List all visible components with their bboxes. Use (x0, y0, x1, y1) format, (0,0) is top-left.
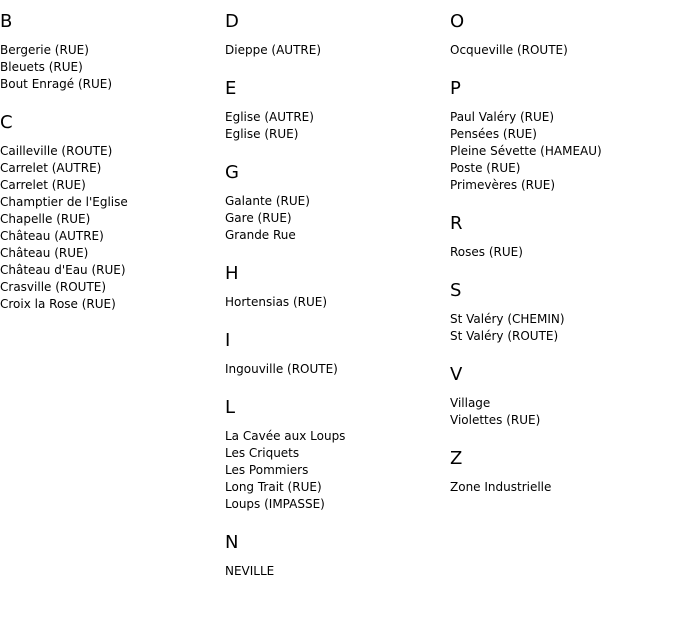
street-link[interactable]: Ocqueville (ROUTE) (450, 43, 568, 57)
section-letter-heading: Z (450, 448, 463, 469)
section-letter-heading: B (0, 11, 13, 32)
street-link[interactable]: Château d'Eau (RUE) (0, 263, 126, 277)
letter-section-v (450, 364, 675, 429)
section-letter-heading: O (450, 11, 465, 32)
street-link[interactable]: Long Trait (RUE) (225, 480, 322, 494)
street-link[interactable]: Roses (RUE) (450, 245, 523, 259)
section-letter-heading: L (225, 397, 236, 418)
street-link[interactable]: Eglise (AUTRE) (225, 110, 314, 124)
street-link[interactable]: Poste (RUE) (450, 161, 521, 175)
section-letter-heading: G (225, 162, 239, 183)
letter-section-p (450, 78, 675, 194)
street-link[interactable]: Bout Enragé (RUE) (0, 77, 113, 91)
section-letter-heading: C (0, 112, 13, 133)
street-link[interactable]: NEVILLE (225, 564, 275, 578)
letter-section-c (0, 112, 225, 313)
street-link[interactable]: Primevères (RUE) (450, 178, 556, 192)
section-letter-heading: S (450, 280, 462, 301)
street-link[interactable]: St Valéry (CHEMIN) (450, 312, 565, 326)
street-link[interactable]: Carrelet (AUTRE) (0, 161, 102, 175)
street-link[interactable]: Les Pommiers (225, 463, 309, 477)
street-link[interactable]: Cailleville (ROUTE) (0, 144, 113, 158)
street-link[interactable]: Violettes (RUE) (450, 413, 541, 427)
street-link[interactable]: Zone Industrielle (450, 480, 552, 494)
letter-section-i (225, 330, 450, 378)
street-link[interactable]: Chapelle (RUE) (0, 212, 91, 226)
street-link[interactable]: Bleuets (RUE) (0, 60, 83, 74)
section-letter-heading: E (225, 78, 237, 99)
letter-section-e (225, 78, 450, 143)
street-link[interactable]: Dieppe (AUTRE) (225, 43, 321, 57)
letter-section-h (225, 263, 450, 311)
street-link[interactable]: Carrelet (RUE) (0, 178, 86, 192)
section-letter-heading: H (225, 263, 239, 284)
street-link[interactable]: Ingouville (ROUTE) (225, 362, 338, 376)
letter-section-o (450, 11, 675, 59)
street-link[interactable]: Eglise (RUE) (225, 127, 299, 141)
letter-section-n (225, 532, 450, 580)
street-link[interactable]: Champtier de l'Eglise (0, 195, 128, 209)
section-letter-heading: V (450, 364, 463, 385)
street-link[interactable]: Hortensias (RUE) (225, 295, 328, 309)
street-link[interactable]: Galante (RUE) (225, 194, 310, 208)
street-link[interactable]: Village (450, 396, 491, 410)
street-link[interactable]: Paul Valéry (RUE) (450, 110, 555, 124)
letter-section-d (225, 11, 450, 59)
letter-section-g (225, 162, 450, 244)
street-link[interactable]: Château (RUE) (0, 246, 89, 260)
street-link[interactable]: Pensées (RUE) (450, 127, 537, 141)
letter-section-r (450, 213, 675, 261)
street-index-column-3 (450, 0, 675, 496)
street-link[interactable]: Loups (IMPASSE) (225, 497, 325, 511)
street-link[interactable]: St Valéry (ROUTE) (450, 329, 559, 343)
street-link[interactable]: Pleine Sévette (HAMEAU) (450, 144, 602, 158)
street-link[interactable]: Grande Rue (225, 228, 296, 242)
letter-section-z (450, 448, 675, 496)
street-link[interactable]: Crasville (ROUTE) (0, 280, 107, 294)
street-link[interactable]: Bergerie (RUE) (0, 43, 89, 57)
street-link[interactable]: La Cavée aux Loups (225, 429, 346, 443)
street-link[interactable]: Croix la Rose (RUE) (0, 297, 116, 311)
street-link[interactable]: Gare (RUE) (225, 211, 292, 225)
letter-section-s (450, 280, 675, 345)
section-letter-heading: I (225, 330, 231, 351)
section-letter-heading: R (450, 213, 463, 234)
letter-section-b (0, 11, 225, 93)
section-letter-heading: P (450, 78, 461, 99)
street-index-column-2 (225, 0, 450, 580)
section-letter-heading: D (225, 11, 239, 32)
street-link[interactable]: Château (AUTRE) (0, 229, 104, 243)
section-letter-heading: N (225, 532, 239, 553)
letter-section-l (225, 397, 450, 513)
street-index-column-1 (0, 0, 225, 313)
street-link[interactable]: Les Criquets (225, 446, 300, 460)
